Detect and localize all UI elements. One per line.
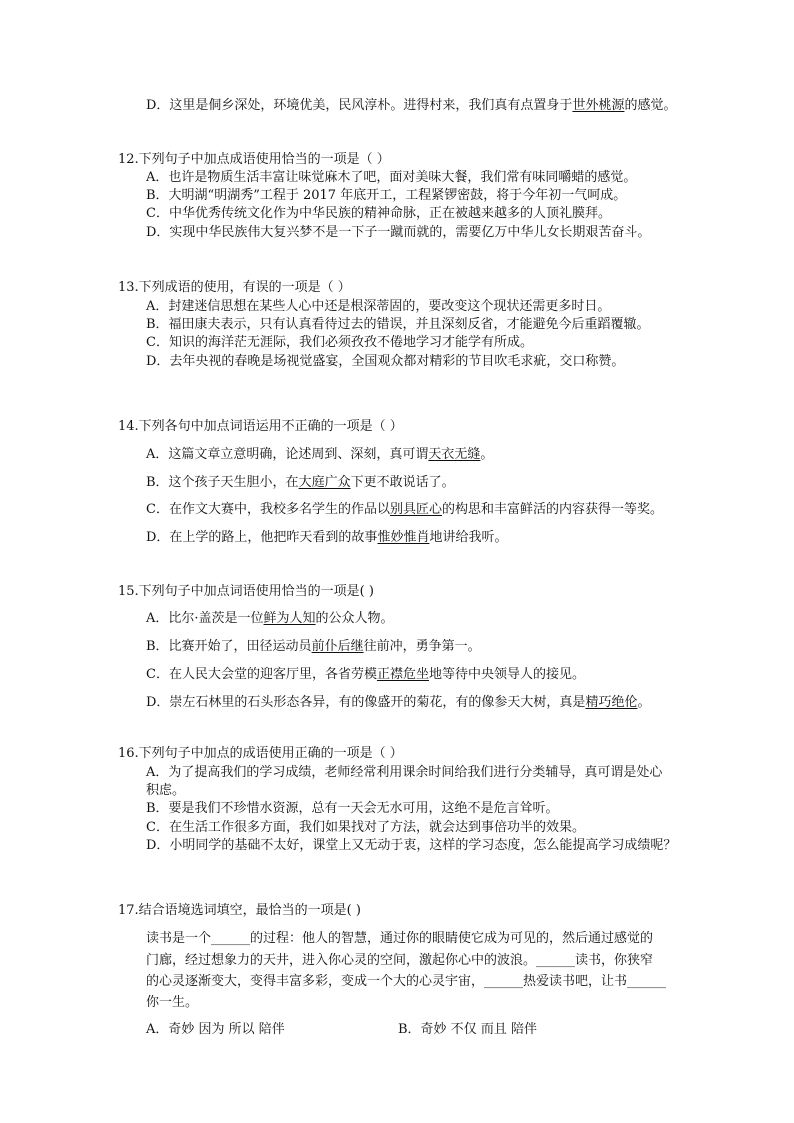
question-16-option-c: C．在生活工作很多方面，我们如果找对了方法，就会达到事倍功半的效果。 — [146, 820, 585, 835]
question-13-option-c: C．知识的海洋茫无涯际，我们必须孜孜不倦地学习才能学有所成。 — [146, 335, 533, 350]
option-text: C．在作文大赛中，我校多名学生的作品以 — [146, 502, 390, 517]
question-14-option-c — [146, 501, 663, 519]
option-text: 地讲给我听。 — [429, 530, 508, 545]
question-15-option-d — [146, 694, 650, 712]
question-14-option-b — [146, 474, 455, 492]
question-13-option-b: B．福田康夫表示，只有认真看待过去的错误，并且深刻反省，才能避免今后重蹈覆辙。 — [146, 317, 650, 332]
question-17-passage-line-3: 的心灵逐渐变大，变得丰富多彩，变成一个大的心灵宇宙，______热爱读书吧，让书______ — [146, 974, 667, 989]
prev-question-option-d — [146, 97, 676, 115]
option-text: 的构思和丰富鲜活的内容获得一等奖。 — [441, 502, 663, 517]
underlined-idiom: 正襟危坐 — [376, 667, 429, 682]
question-17-option-b: B．奇妙 不仅 而且 陪伴 — [398, 1022, 537, 1037]
underlined-idiom: 前仆后继 — [311, 639, 364, 654]
question-17-passage-line-2: 门廊，经过想象力的天井，进入你心灵的空间，激起你心中的波浪。______读书，你狭窄 — [146, 953, 654, 968]
question-12-option-d: D．实现中华民族伟大复兴梦不是一下子一蹴而就的，需要亿万中华儿女长期艰苦奋斗。 — [146, 225, 651, 240]
option-text: 。 — [480, 447, 494, 462]
option-text: B．这个孩子天生胆小，在 — [146, 475, 299, 490]
question-12-option-c: C．中华优秀传统文化作为中华民族的精神命脉，正在被越来越多的人顶礼膜拜。 — [146, 206, 611, 221]
question-13-option-d: D．去年央视的春晚是场视觉盛宴，全国观众都对精彩的节目吹毛求疵，交口称赞。 — [146, 354, 625, 369]
option-text: A．比尔·盖茨是一位 — [146, 611, 264, 626]
question-15-option-a — [146, 610, 394, 628]
question-16-option-b: B．要是我们不珍惜水资源，总有一天会无水可用，这绝不是危言耸听。 — [146, 801, 559, 816]
underlined-idiom: 世外桃源 — [572, 98, 625, 113]
option-text: 往前冲，勇争第一。 — [363, 639, 481, 654]
underlined-idiom: 鲜为人知 — [263, 611, 316, 626]
question-14-option-a — [146, 446, 493, 464]
underlined-idiom: 大庭广众 — [298, 475, 351, 490]
question-16-option-a-continued: 积虑。 — [146, 783, 186, 798]
question-12-option-b: B．大明湖“明湖秀”工程于 2017 年底开工，工程紧锣密鼓，将于今年初一气呵成。 — [146, 188, 627, 203]
underlined-idiom: 惟妙惟肖 — [377, 530, 430, 545]
question-14-option-d — [146, 529, 507, 547]
option-text: 。 — [637, 695, 651, 710]
underlined-idiom: 天衣无缝 — [428, 447, 481, 462]
question-13-option-a: A．封建迷信思想在某些人心中还是根深蒂固的，要改变这个现状还需更多时日。 — [146, 299, 611, 314]
question-15-title: 15.下列句子中加点词语使用恰当的一项是( ) — [118, 584, 374, 599]
question-17-option-a: A．奇妙 因为 所以 陪伴 — [146, 1022, 285, 1037]
option-text: B．比赛开始了，田径运动员 — [146, 639, 312, 654]
option-text: D．在上学的路上，他把昨天看到的故事 — [146, 530, 378, 545]
question-17-passage-line-4: 你一生。 — [146, 995, 199, 1010]
question-12-title: 12.下列句子中加点成语使用恰当的一项是（ ） — [118, 152, 390, 167]
question-16-option-d: D．小明同学的基础不太好，课堂上又无动于衷，这样的学习态度，怎么能提高学习成绩呢？ — [146, 838, 677, 853]
question-12-option-a: A．也许是物质生活丰富让味觉麻木了吧，面对美味大餐，我们常有味同嚼蜡的感觉。 — [146, 170, 637, 185]
question-15-option-c — [146, 666, 585, 684]
option-text: C．在人民大会堂的迎客厅里，各省劳模 — [146, 667, 377, 682]
option-text: A．这篇文章立意明确，论述周到、深刻，真可谓 — [146, 447, 429, 462]
option-text: 的公众人物。 — [315, 611, 394, 626]
underlined-idiom: 精巧绝伦 — [585, 695, 638, 710]
underlined-idiom: 别具匠心 — [389, 502, 442, 517]
question-16-title: 16.下列句子中加点的成语使用正确的一项是（ ） — [118, 746, 403, 761]
question-16-option-a: A．为了提高我们的学习成绩，老师经常利用课余时间给我们进行分类辅导，真可谓是处心 — [146, 765, 663, 780]
question-17-title: 17.结合语境选词填空，最恰当的一项是( ) — [118, 903, 361, 918]
question-13-title: 13.下列成语的使用，有误的一项是（ ） — [118, 280, 351, 295]
option-text: 下更不敢说话了。 — [350, 475, 455, 490]
question-17-passage-line-1: 读书是一个______的过程：他人的智慧，通过你的眼睛使它成为可见的，然后通过感觉的 — [146, 931, 654, 946]
question-15-option-b — [146, 638, 481, 656]
option-text: D．这里是侗乡深处，环境优美，民风淳朴。进得村来，我们真有点置身于 — [146, 98, 573, 113]
option-text: 的感觉。 — [624, 98, 677, 113]
question-14-title: 14.下列各句中加点词语运用不正确的一项是（ ） — [118, 419, 403, 434]
option-text: 地等待中央领导人的接见。 — [428, 667, 585, 682]
option-text: D．崇左石林里的石头形态各异，有的像盛开的菊花，有的像参天大树，真是 — [146, 695, 586, 710]
